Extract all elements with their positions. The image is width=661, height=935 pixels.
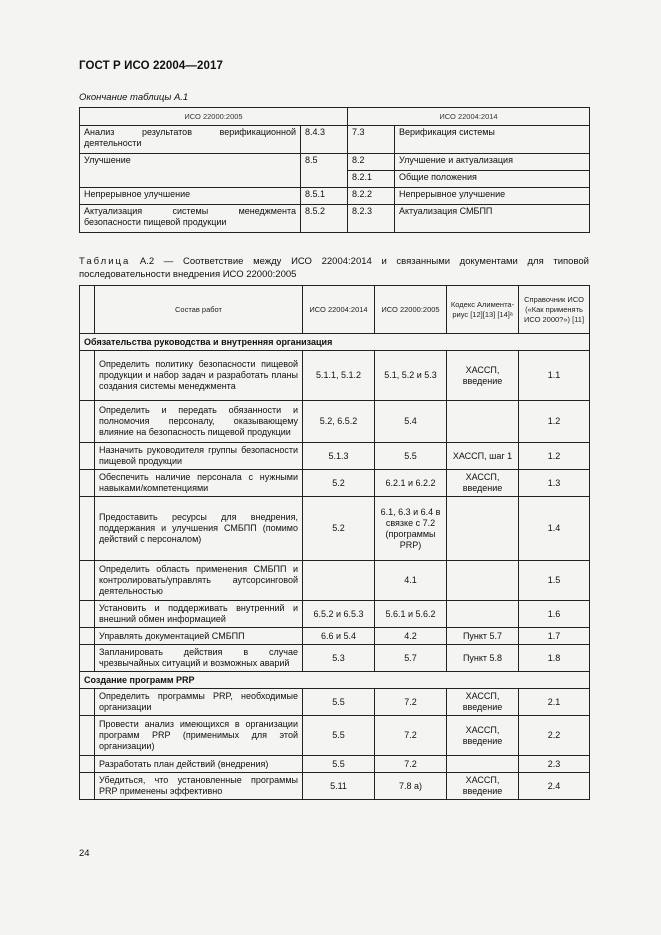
table2-ref-cell: 7.2 bbox=[375, 716, 447, 756]
table2-ref-cell: ХАССП, введение bbox=[447, 716, 519, 756]
table2-row bbox=[80, 601, 590, 628]
table2-ref-cell: 6.2.1 и 6.2.2 bbox=[375, 470, 447, 497]
table2-ref-cell: 5.3 bbox=[303, 645, 375, 672]
table2-ref-cell: Пункт 5.7 bbox=[447, 628, 519, 645]
table2-ref-cell bbox=[447, 601, 519, 628]
table1-cell: Улучшение и актуализация bbox=[395, 154, 590, 171]
table2-body bbox=[80, 334, 590, 800]
table1-cell: Актуализация СМБПП bbox=[395, 205, 590, 233]
table2-ref-cell bbox=[303, 561, 375, 601]
table1-caption: Окончание таблицы А.1 bbox=[79, 92, 189, 103]
table2-ref-cell: 1.6 bbox=[519, 601, 590, 628]
table2-index-cell bbox=[80, 561, 95, 601]
table1-cell: Улучшение bbox=[80, 154, 301, 188]
table2-ref-cell: 1.5 bbox=[519, 561, 590, 601]
table2-ref-cell: 5.4 bbox=[375, 401, 447, 443]
table2-caption bbox=[79, 255, 589, 281]
table2-work-cell: Предоставить ресурсы для внедрения, поддержания и улучшения СМБПП (помимо действий с персоналом) bbox=[95, 497, 303, 561]
table2-work-cell: Определить и передать обязанности и полномочия персоналу, оказывающему влияние на безопасность пищевой продукции bbox=[95, 401, 303, 443]
table2-ref-cell: 1.2 bbox=[519, 401, 590, 443]
table2-header-iso22000: ИСО 22000:2005 bbox=[375, 286, 447, 334]
table2-ref-cell: 4.2 bbox=[375, 628, 447, 645]
table2-index-cell bbox=[80, 443, 95, 470]
table2-work-cell: Обеспечить наличие персонала с нужными навыками/компетенциями bbox=[95, 470, 303, 497]
table2-ref-cell: 1.2 bbox=[519, 443, 590, 470]
table2-row bbox=[80, 689, 590, 716]
table2-work-cell: Определить программы PRP, необходимые организации bbox=[95, 689, 303, 716]
table2-ref-cell bbox=[447, 756, 519, 773]
table2-ref-cell: 1.7 bbox=[519, 628, 590, 645]
table1-cell: Непрерывное улучшение bbox=[395, 188, 590, 205]
table2-index-cell bbox=[80, 601, 95, 628]
page-number: 24 bbox=[79, 848, 90, 859]
table2-ref-cell bbox=[447, 497, 519, 561]
table2-ref-cell: ХАССП, введение bbox=[447, 689, 519, 716]
table1-cell: Верификация системы bbox=[395, 126, 590, 154]
table2-row bbox=[80, 351, 590, 401]
table2-row bbox=[80, 628, 590, 645]
table1-header-iso22004: ИСО 22004:2014 bbox=[348, 108, 590, 126]
table2-index-cell bbox=[80, 689, 95, 716]
table2-section-row bbox=[80, 334, 590, 351]
table1 bbox=[79, 107, 590, 233]
table2-index-cell bbox=[80, 470, 95, 497]
table2-ref-cell: 5.5 bbox=[303, 756, 375, 773]
table2-ref-cell: ХАССП, введение bbox=[447, 470, 519, 497]
table2-ref-cell: ХАССП, введение bbox=[447, 351, 519, 401]
table2-index-cell bbox=[80, 645, 95, 672]
table2-row bbox=[80, 470, 590, 497]
table1-cell: 8.5.2 bbox=[301, 205, 348, 233]
table2-ref-cell: 4.1 bbox=[375, 561, 447, 601]
document-header: ГОСТ Р ИСО 22004—2017 bbox=[79, 60, 224, 72]
table2-ref-cell: 1.4 bbox=[519, 497, 590, 561]
table2-ref-cell: 5.2 bbox=[303, 470, 375, 497]
table2-work-cell: Установить и поддерживать внутренний и внешний обмен информацией bbox=[95, 601, 303, 628]
table2-header-index bbox=[80, 286, 95, 334]
table2-ref-cell bbox=[447, 561, 519, 601]
table2-ref-cell: 6.6 и 5.4 bbox=[303, 628, 375, 645]
table2-work-cell: Запланировать действия в случае чрезвычайных ситуаций и возможных аварий bbox=[95, 645, 303, 672]
table2-ref-cell: 5.5 bbox=[375, 443, 447, 470]
table1-cell: 8.5 bbox=[301, 154, 348, 188]
table2-header-handbook: Справочник ИСО («Как применять ИСО 2000?») [11] bbox=[519, 286, 590, 334]
table1-cell: Непрерывное улучшение bbox=[80, 188, 301, 205]
table2-index-cell bbox=[80, 401, 95, 443]
table2-row bbox=[80, 773, 590, 800]
table2-ref-cell: 5.5 bbox=[303, 716, 375, 756]
table2-row bbox=[80, 497, 590, 561]
table2-ref-cell: 7.8 а) bbox=[375, 773, 447, 800]
table1-cell: 7.3 bbox=[348, 126, 395, 154]
table2-row bbox=[80, 716, 590, 756]
table2-row bbox=[80, 561, 590, 601]
table2-index-cell bbox=[80, 628, 95, 645]
table2-work-cell: Убедиться, что установленные программы PRP применены эффективно bbox=[95, 773, 303, 800]
table2-caption-text: А.2 — Соответствие между ИСО 22004:2014 и связанными документами для типовой последовательности внедрения ИСО 22000:2005 bbox=[79, 256, 589, 280]
table2-ref-cell: 6.5.2 и 6.5.3 bbox=[303, 601, 375, 628]
table2-index-cell bbox=[80, 497, 95, 561]
table1-cell: 8.2.3 bbox=[348, 205, 395, 233]
table2-row bbox=[80, 443, 590, 470]
table2-ref-cell: 2.1 bbox=[519, 689, 590, 716]
table1-header-iso22000: ИСО 22000:2005 bbox=[80, 108, 348, 126]
table2-ref-cell: 1.8 bbox=[519, 645, 590, 672]
table2 bbox=[79, 285, 590, 800]
table2-ref-cell: 1.1 bbox=[519, 351, 590, 401]
table2-ref-cell: 2.3 bbox=[519, 756, 590, 773]
table2-row bbox=[80, 756, 590, 773]
table2-ref-cell: 5.5 bbox=[303, 689, 375, 716]
table2-work-cell: Определить область применения СМБПП и контролировать/управлять аутсорсинговой деятельностью bbox=[95, 561, 303, 601]
table2-ref-cell bbox=[447, 401, 519, 443]
table2-index-cell bbox=[80, 773, 95, 800]
table2-work-cell: Разработать план действий (внедрения) bbox=[95, 756, 303, 773]
table1-cell: 8.2.1 bbox=[348, 171, 395, 188]
table1-cell: 8.4.3 bbox=[301, 126, 348, 154]
table2-ref-cell: 2.2 bbox=[519, 716, 590, 756]
table2-row bbox=[80, 645, 590, 672]
table2-work-cell: Назначить руководителя группы безопасности пищевой продукции bbox=[95, 443, 303, 470]
table2-index-cell bbox=[80, 351, 95, 401]
table2-ref-cell: 5.1, 5.2 и 5.3 bbox=[375, 351, 447, 401]
table2-section-title: Обязательства руководства и внутренняя организация bbox=[80, 334, 590, 351]
table2-ref-cell: 6.1, 6.3 и 6.4 в связке с 7.2 (программы PRP) bbox=[375, 497, 447, 561]
table2-index-cell bbox=[80, 716, 95, 756]
table2-ref-cell: 7.2 bbox=[375, 689, 447, 716]
table1-cell: Анализ результатов верификационной деятельности bbox=[80, 126, 301, 154]
table2-ref-cell: ХАССП, шаг 1 bbox=[447, 443, 519, 470]
table2-ref-cell: 7.2 bbox=[375, 756, 447, 773]
table1-cell: Актуализация системы менеджмента безопасности пищевой продукции bbox=[80, 205, 301, 233]
table2-ref-cell: 5.11 bbox=[303, 773, 375, 800]
table2-work-cell: Определить политику безопасности пищевой продукции и набор задач и разработать планы создания системы менеджмента bbox=[95, 351, 303, 401]
table2-ref-cell: Пункт 5.8 bbox=[447, 645, 519, 672]
table2-index-cell bbox=[80, 756, 95, 773]
table2-ref-cell: 5.7 bbox=[375, 645, 447, 672]
table1-cell: Общие положения bbox=[395, 171, 590, 188]
table2-header-iso22004: ИСО 22004:2014 bbox=[303, 286, 375, 334]
table2-work-cell: Провести анализ имеющихся в организации программ PRP (применимых для этой организации) bbox=[95, 716, 303, 756]
table2-ref-cell: 5.2, 6.5.2 bbox=[303, 401, 375, 443]
table2-ref-cell: 2.4 bbox=[519, 773, 590, 800]
table2-ref-cell: 5.1.3 bbox=[303, 443, 375, 470]
table2-section-title: Создание программ PRP bbox=[80, 672, 590, 689]
table2-section-row bbox=[80, 672, 590, 689]
table2-ref-cell: 5.1.1, 5.1.2 bbox=[303, 351, 375, 401]
table2-ref-cell: 5.2 bbox=[303, 497, 375, 561]
table1-cell: 8.5.1 bbox=[301, 188, 348, 205]
table2-ref-cell: ХАССП, введение bbox=[447, 773, 519, 800]
table2-header-work: Состав работ bbox=[95, 286, 303, 334]
table2-row bbox=[80, 401, 590, 443]
table2-caption-prefix: Таблица bbox=[79, 256, 131, 267]
table2-ref-cell: 1.3 bbox=[519, 470, 590, 497]
table1-cell: 8.2 bbox=[348, 154, 395, 171]
table2-work-cell: Управлять документацией СМБПП bbox=[95, 628, 303, 645]
table2-ref-cell: 5.6.1 и 5.6.2 bbox=[375, 601, 447, 628]
table1-cell: 8.2.2 bbox=[348, 188, 395, 205]
table2-header-codex: Кодекс Алимента-риус [12][13] [14]ᵃ bbox=[447, 286, 519, 334]
